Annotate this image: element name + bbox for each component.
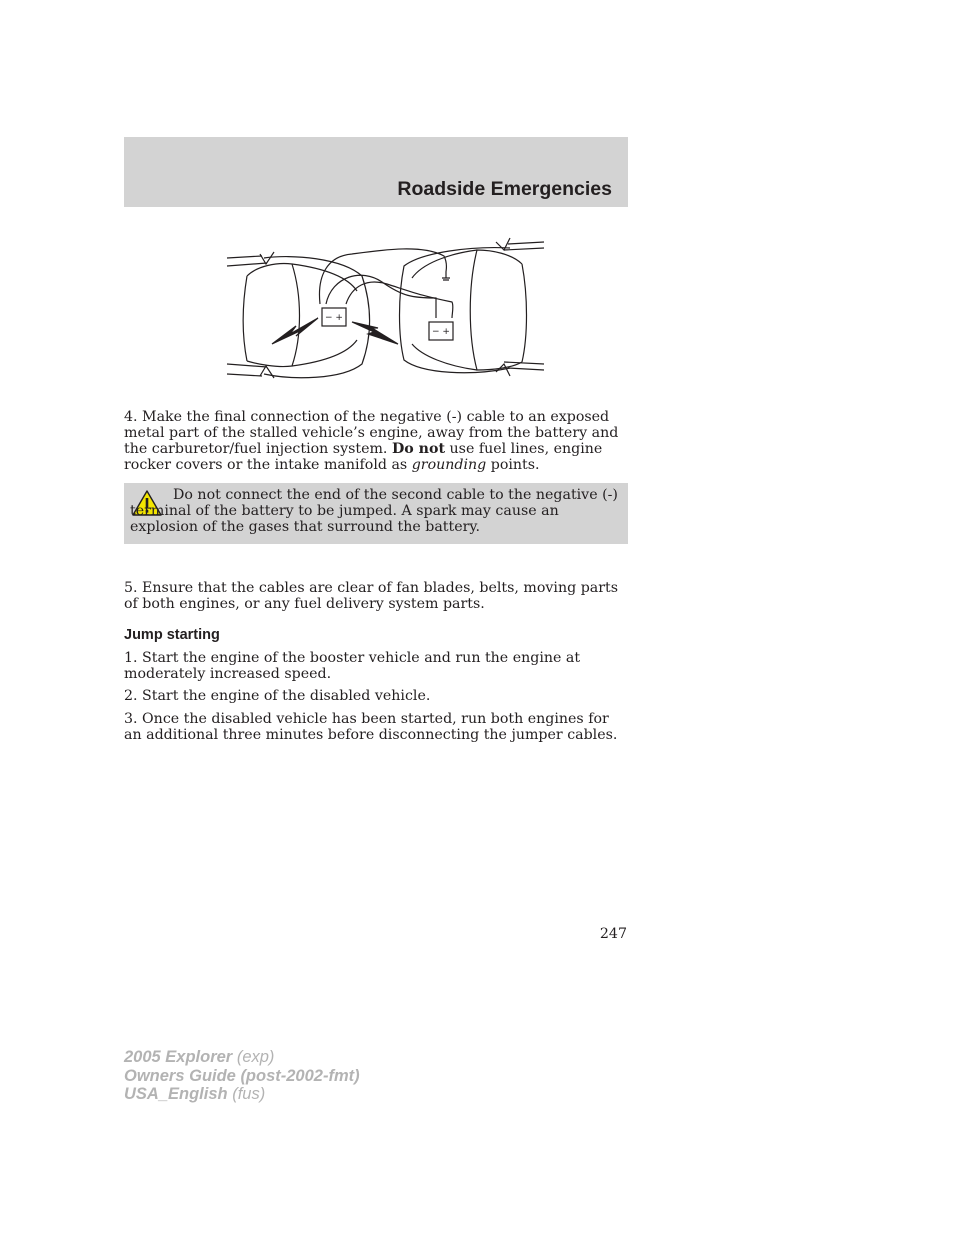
section-title: Roadside Emergencies: [397, 178, 612, 200]
warning-box: [124, 483, 628, 544]
footer-line-1: 2005 Explorer (exp): [124, 1048, 275, 1066]
footer-line-3: USA_English (fus): [124, 1085, 266, 1103]
jump-step-3: 3. Once the disabled vehicle has been started, run both engines for an additional three minutes before disconnecting the jumper cables.: [124, 711, 618, 743]
footer-line-2: Owners Guide (post-2002-fmt): [124, 1066, 360, 1085]
jump-starting-heading: Jump starting: [124, 627, 220, 643]
step-4-paragraph: 4. Make the final connection of the negative (-) cable to an exposed metal part of the stalled vehicle’s engine, away from the battery and the carburetor/fuel injection system. Do not use fuel lines, engine rocker covers or the intake manifold as grounding points.: [124, 409, 619, 473]
step-5-paragraph: 5. Ensure that the cables are clear of fan blades, belts, moving parts of both engines, or any fuel delivery system parts.: [124, 580, 618, 612]
battery-left-signs: − +: [325, 313, 343, 323]
battery-right-signs: − +: [432, 327, 450, 337]
section-header: [124, 137, 628, 207]
jump-step-1: 1. Start the engine of the booster vehicle and run the engine at moderately increased speed.: [124, 650, 581, 682]
jump-step-2: 2. Start the engine of the disabled vehicle.: [124, 688, 431, 704]
document-footer: [124, 1048, 360, 1104]
warning-text: Do not connect the end of the second cable to the negative (-) terminal of the battery to be jumped. A spark may cause an explosion of the gases that surround the battery.: [130, 487, 618, 535]
page-number: 247: [599, 926, 627, 942]
jump-start-diagram: [222, 236, 552, 396]
